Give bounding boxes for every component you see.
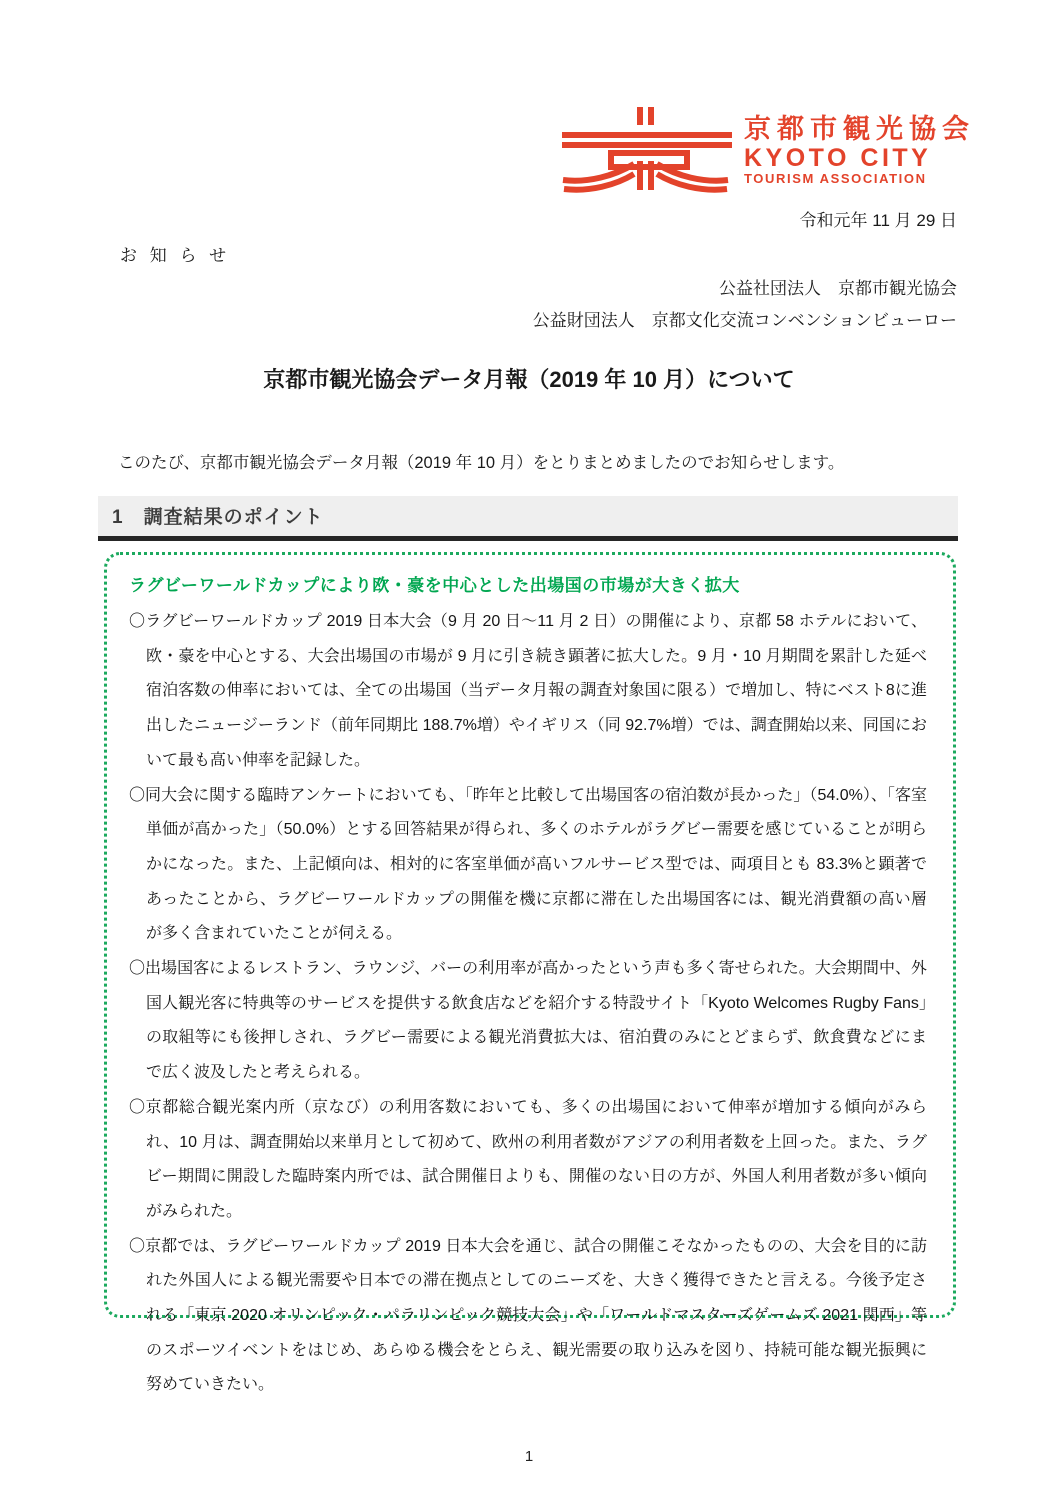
section-1-header <box>98 496 958 541</box>
issuer-org-2: 公益財団法人 京都文化交流コンベンションビューロー <box>532 311 957 330</box>
section-1-heading-text: 1 調査結果のポイント <box>112 507 324 528</box>
points-paragraph-2: 〇同大会に関する臨時アンケートにおいても、「昨年と比較して出場国客の宿泊数が長かった」（54.0%）、「客室単価が高かった」（50.0%）とする回答結果が得られ、多くのホテルがラグビー需要を感じていることが明らかになった。また、上記傾向は、相対的に客室単価が高いフルサービス型では、両項目とも 83.3%と顕著であったことから、ラグビーワールドカップの開催を機に京都に滞在した出場国客には、観光消費額の高い層が多く含まれていたことが伺える。 <box>129 786 927 943</box>
logo-name-japanese: 京都市観光協会 <box>744 113 975 144</box>
intro-paragraph: このたび、京都市観光協会データ月報（2019 年 10 月）をとりまとめましたのでお知らせします。 <box>118 454 845 472</box>
survey-points-box <box>104 552 956 1394</box>
points-paragraph-4: 〇京都総合観光案内所（京なび）の利用客数においても、多くの出場国において伸率が増加する傾向がみられ、10 月は、調査開始以来単月として初めて、欧州の利用者数がアジアの利用者数を上回った。また、ラグビー期間に開設した臨時案内所では、試合開催日よりも、開催のない日の方が、外国人利用者数が多い傾向がみられた。 <box>129 1098 927 1220</box>
points-paragraph-5: 〇京都では、ラグビーワールドカップ 2019 日本大会を通じ、試合の開催こそなかったものの、大会を目的に訪れた外国人による観光需要や日本での滞在拠点としてのニーズを、大きく獲得できたと言える。今後予定される「東京 2020 オリンピック・パラリンピック競技大会」や「ワールドマスターズゲームズ 2021 関西」等のスポーツイベントをはじめ、あらゆる機会をとらえ、観光需要の取り込みを図り、持続可能な観光振興に努めていきたい。 <box>129 1237 927 1394</box>
page-number: 1 <box>524 1448 534 1465</box>
points-box-heading: ラグビーワールドカップにより欧・豪を中心とした出場国の市場が大きく拡大 <box>129 576 740 595</box>
document-title: 京都市観光協会データ月報（2019 年 10 月）について <box>263 367 795 392</box>
logo-text <box>744 114 975 187</box>
logo-name-english-line1: KYOTO CITY <box>744 143 932 172</box>
logo-name-english-line2: TOURISM ASSOCIATION <box>744 170 927 186</box>
issuer-org-1: 公益社団法人 京都市観光協会 <box>719 279 957 298</box>
points-paragraph-1: 〇ラグビーワールドカップ 2019 日本大会（9 月 20 日～11 月 2 日）の開催により、京都 58 ホテルにおいて、欧・豪を中心とする、大会出場国の市場が 9 月に引き続き顕著に拡大した。9 月・10 月期間を累計した延べ宿泊客数の伸率においては、全ての出場国（当データ月報の調査対象国に限る）で増加し、特にベスト8に進出したニュージーランド（前年同期比 188.7%増）やイギリス（同 92.7%増）では、調査開始以来、同国において最も高い伸率を記録した。 <box>129 613 927 769</box>
document-date: 令和元年 11 月 29 日 <box>799 211 957 230</box>
kyoto-city-tourism-logo <box>560 104 975 196</box>
notice-label: お 知 ら せ <box>120 246 231 265</box>
points-paragraph-3: 〇出場国客によるレストラン、ラウンジ、バーの利用率が高かったという声も多く寄せられた。大会期間中、外国人観光客に特典等のサービスを提供する飲食店などを紹介する特設サイト「Kyoto Welcomes Rugby Fans」の取組等にも後押しされ、ラグビー需要による観光消費拡大は、宿泊費のみにとどまらず、飲食費などにまで広く波及したと考えられる。 <box>129 960 927 1082</box>
kyoto-kyo-emblem-icon <box>560 104 732 196</box>
